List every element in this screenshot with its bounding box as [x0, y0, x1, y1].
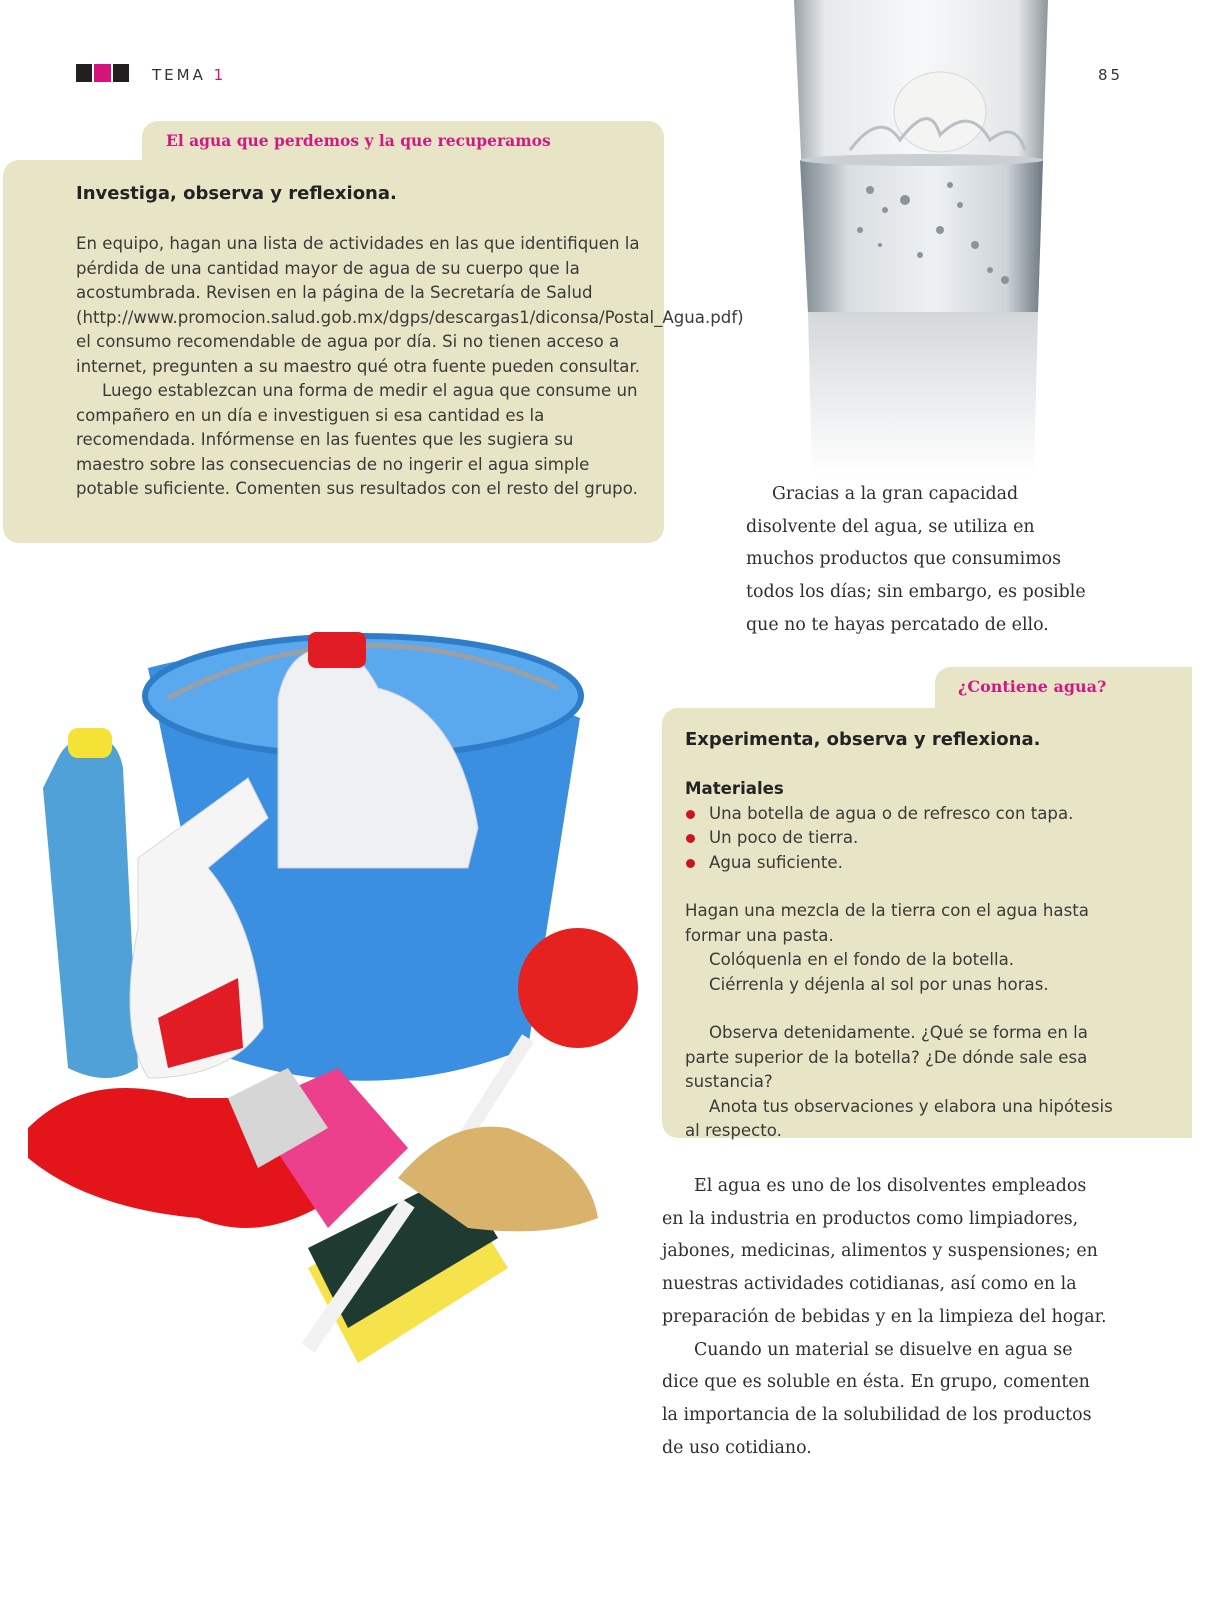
water-glass-image — [790, 0, 1060, 475]
header-mark — [113, 64, 129, 82]
list-item — [685, 802, 1115, 827]
cleaning-products-image — [28, 628, 650, 1370]
activity1-paragraph: En equipo, hagan una lista de actividades en las que identifiquen la pérdida de una cantidad mayor de agua de su cuerpo que la acostumbrada. Revisen en la página de la Secretaría de Salud (http://www.promocion.salud.gob.mx/dgps/descargas1/diconsa/Postal_Agua.pdf) el consumo recomendable de agua por día. Si no tienen acceso a internet, pregunten a su maestro qué otra fuente pueden consultar. — [76, 234, 744, 376]
blue-bottle — [43, 738, 138, 1078]
list-item — [685, 851, 1115, 876]
header-mark — [76, 64, 92, 82]
step-text: Ciérrenla y déjenla al sol por unas horas. — [709, 974, 1049, 994]
activity2-title: ¿Contiene agua? — [958, 677, 1107, 696]
section-label — [152, 66, 226, 84]
activity2-heading: Experimenta, observa y reflexiona. — [685, 729, 1041, 750]
materials-label: Materiales — [685, 779, 784, 798]
glass-water — [800, 160, 1043, 312]
note-text: Anota tus observaciones y elabora una hipótesis al respecto. — [685, 1096, 1113, 1140]
step-text: Colóquenla en el fondo de la botella. — [709, 950, 1015, 969]
toilet-brush-head — [518, 928, 638, 1048]
closing-paragraph: El agua es uno de los disolventes empleados en la industria en productos como limpiadores, jabones, medicinas, alimentos y suspensiones; en nuestras actividades cotidianas, así como en la preparación de bebidas y en la limpieza del hogar. — [662, 1176, 1107, 1327]
material-text: Un poco de tierra. — [709, 828, 859, 847]
tema-number: 1 — [213, 66, 227, 84]
intro-paragraph: Gracias a la gran capacidad disolvente del agua, se utiliza en muchos productos que consumimos todos los días; sin embargo, es posible que no te hayas percatado de ello. — [746, 484, 1086, 635]
activity1-title: El agua que perdemos y la que recuperamos — [166, 131, 551, 150]
closing-text — [662, 1170, 1110, 1464]
jug-cap — [308, 632, 366, 668]
water-surface — [800, 154, 1044, 166]
closing-paragraph: Cuando un material se disuelve en agua se dice que es soluble en ésta. En grupo, comenten la importancia de la solubilidad de los productos de uso cotidiano. — [662, 1339, 1092, 1458]
activity1-paragraph: Luego establezcan una forma de medir el agua que consume un compañero en un día e investiguen si esa cantidad es la recomendada. Infórmense en las fuentes que les sugiera su maestro sobre las consecuencias de no ingerir el agua simple potable suficiente. Comenten sus resultados con el resto del grupo. — [76, 381, 638, 498]
activity1-body — [76, 232, 744, 502]
bullet-icon — [686, 859, 695, 868]
bottle-cap — [68, 728, 112, 758]
material-text: Una botella de agua o de refresco con tapa. — [709, 803, 1074, 823]
bullet-icon — [686, 834, 695, 843]
list-item — [685, 826, 1115, 851]
bullet-icon — [686, 810, 695, 819]
activity2-body — [685, 777, 1115, 1144]
observe-text: Observa detenidamente. ¿Qué se forma en la parte superior de la botella? ¿De dónde sale esa sustancia? — [685, 1023, 1088, 1091]
header-color-marks — [76, 64, 129, 82]
materials-list — [685, 802, 1115, 876]
glass-reflection — [808, 312, 1038, 475]
header-mark — [94, 64, 110, 82]
activity1-heading: Investiga, observa y reflexiona. — [76, 183, 397, 204]
tema-label: TEMA — [152, 66, 206, 84]
egg-shape — [894, 72, 986, 152]
page-number: 85 — [1098, 66, 1124, 84]
material-text: Agua suficiente. — [709, 852, 843, 872]
step-text: Hagan una mezcla de la tierra con el agua hasta formar una pasta. — [685, 901, 1089, 945]
